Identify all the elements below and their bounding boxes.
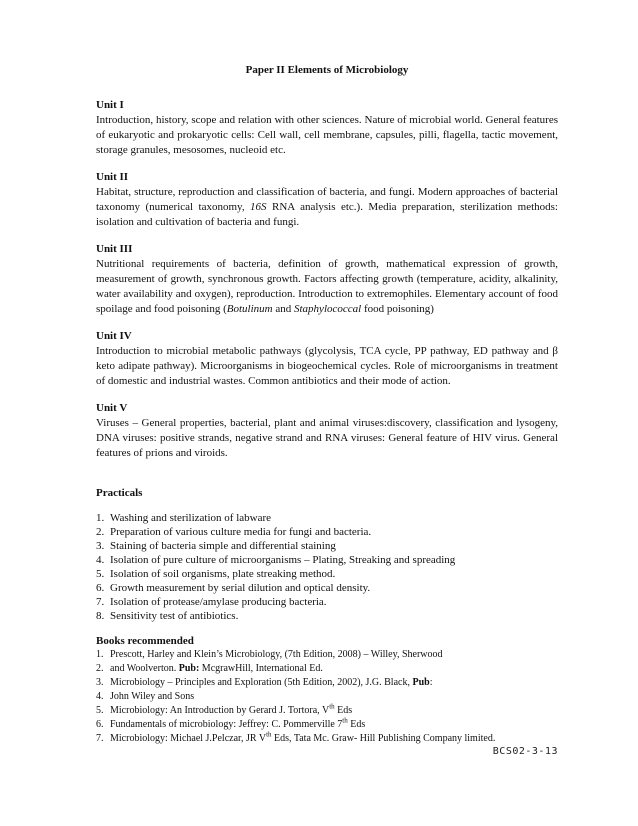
superscript: th xyxy=(266,730,272,739)
text-part: Fundamentals of microbiology: Jeffrey: C. Pommerville 7 xyxy=(110,719,343,730)
practical-text: Growth measurement by serial dilution and optical density. xyxy=(110,582,371,594)
unit-text xyxy=(96,257,558,317)
book-text xyxy=(110,662,323,676)
unit-text xyxy=(96,185,558,230)
list-item: 3. Staining of bacteria simple and differential staining xyxy=(96,540,336,552)
unit-1 xyxy=(96,98,558,158)
books-list xyxy=(96,648,558,746)
book-text: Prescott, Harley and Klein’s Microbiology, (7th Edition, 2008) – Willey, Sherwood xyxy=(110,649,443,660)
list-item: 2. and Woolverton. Pub: McgrawHill, International Ed. xyxy=(96,663,323,674)
text-part: : xyxy=(429,677,433,688)
superscript: th xyxy=(329,702,335,711)
unit-text: Introduction, history, scope and relation with other sciences. Nature of microbial world. General features of eukaryotic and prokaryotic cells: Cell wall, cell membrane, capsules, pilli, flagella, tactic movement, storage granules, mesosomes, nucleoid etc. xyxy=(96,114,558,156)
books-heading: Books recommended xyxy=(96,635,194,647)
practical-text: Staining of bacteria simple and differential staining xyxy=(110,540,336,552)
list-item: 4. Isolation of pure culture of microorganisms – Plating, Streaking and spreading xyxy=(96,554,456,566)
text-part: Habitat, structure, reproduction and classification of bacteria, and fungi. Modern approaches of bacterial taxonomy (numerical taxonomy, xyxy=(96,186,558,213)
list-item: 7. Microbiology: Michael J.Pelczar, JR Vth Eds, Tata Mc. Graw- Hill Publishing Company limited. xyxy=(96,730,496,744)
unit-text: Viruses – General properties, bacterial, plant and animal viruses:discovery, classification and lysogeny, DNA viruses: positive strands, negative strand and RNA viruses: General feature of HIV virus. General features of prions and viroids. xyxy=(96,417,558,459)
practical-text: Washing and sterilization of labware xyxy=(110,512,272,524)
italic-term: 16S xyxy=(250,201,267,213)
book-text xyxy=(110,704,352,718)
list-item: 1. Washing and sterilization of labware xyxy=(96,512,272,524)
text-part: and Woolverton. xyxy=(110,663,179,674)
unit-heading: Unit II xyxy=(96,171,129,183)
document-title: Paper II Elements of Microbiology xyxy=(245,64,409,76)
list-item: 8. Sensitivity test of antibiotics. xyxy=(96,610,239,622)
italic-term: Botulinum xyxy=(226,303,273,315)
book-text: John Wiley and Sons xyxy=(110,691,195,702)
document-page xyxy=(96,64,558,746)
text-part: Eds xyxy=(334,705,353,716)
practical-text: Isolation of protease/amylase producing bacteria. xyxy=(110,596,327,608)
practicals-heading: Practicals xyxy=(96,487,143,499)
list-item: 3. Microbiology – Principles and Exploration (5th Edition, 2002), J.G. Black, Pub: xyxy=(96,677,433,688)
practical-text: Sensitivity test of antibiotics. xyxy=(110,610,239,622)
text-part: food poisoning) xyxy=(361,303,434,315)
text-part: Nutritional requirements of bacteria, definition of growth, mathematical expression of growth, measurement of growth, synchronous growth. Factors affecting growth (temperature, acidity, alkalinity, water availability and oxygen), reproduction. Introduction to extremophiles. Elementary account of food spoilage and food poisoning ( xyxy=(96,258,558,315)
italic-term: Staphylococcal xyxy=(294,303,362,315)
bold-text: Pub xyxy=(412,677,430,688)
list-item: 4. John Wiley and Sons xyxy=(96,691,195,702)
unit-heading: Unit I xyxy=(96,99,124,111)
practical-text: Isolation of soil organisms, plate streaking method. xyxy=(110,568,336,580)
unit-heading: Unit V xyxy=(96,402,128,414)
bold-text: Pub: xyxy=(178,663,200,674)
book-text xyxy=(110,676,432,690)
text-part: RNA analysis etc.). Media preparation, sterilization methods: isolation and cultivation of bacteria and fungi. xyxy=(96,201,558,228)
unit-5 xyxy=(96,401,558,461)
book-text xyxy=(110,732,495,746)
text-part: McgrawHill, International Ed. xyxy=(199,663,323,674)
text-part: Microbiology: Michael J.Pelczar, JR V xyxy=(110,733,267,744)
list-item: 6. Fundamentals of microbiology: Jeffrey: C. Pommerville 7th Eds xyxy=(96,716,366,730)
unit-text: Introduction to microbial metabolic pathways (glycolysis, TCA cycle, PP pathway, ED pathway and β keto adipate pathway). Microorganisms in biogeochemical cycles. Role of microorganisms in treatment of domestic and industrial wastes. Common antibiotics and their mode of action. xyxy=(96,345,558,387)
list-item: 1. Prescott, Harley and Klein’s Microbiology, (7th Edition, 2008) – Willey, Sherwood xyxy=(96,649,443,660)
list-item: 5. Isolation of soil organisms, plate streaking method. xyxy=(96,568,336,580)
practicals-list xyxy=(96,511,558,623)
list-item: 6. Growth measurement by serial dilution and optical density. xyxy=(96,582,371,594)
book-text xyxy=(110,718,365,732)
list-item: 2. Preparation of various culture media for fungi and bacteria. xyxy=(96,526,372,538)
text-part: Eds, Tata Mc. Graw- Hill Publishing Company limited. xyxy=(271,733,496,744)
superscript: th xyxy=(342,716,348,725)
page-code: BCS02-3-13 xyxy=(492,746,558,757)
text-part: Microbiology – Principles and Exploration (5th Edition, 2002), J.G. Black, xyxy=(110,677,413,688)
practical-text: Isolation of pure culture of microorganisms – Plating, Streaking and spreading xyxy=(110,554,456,566)
text-part: Microbiology: An Introduction by Gerard J. Tortora, V xyxy=(110,705,330,716)
unit-2 xyxy=(96,170,558,230)
unit-heading: Unit IV xyxy=(96,330,132,342)
practical-text: Preparation of various culture media for fungi and bacteria. xyxy=(110,526,372,538)
list-item: 7. Isolation of protease/amylase producing bacteria. xyxy=(96,596,327,608)
text-part: Eds xyxy=(347,719,366,730)
list-item: 5. Microbiology: An Introduction by Gerard J. Tortora, Vth Eds xyxy=(96,702,353,716)
unit-3 xyxy=(96,242,558,317)
text-part: and xyxy=(272,303,294,315)
unit-heading: Unit III xyxy=(96,243,133,255)
unit-4 xyxy=(96,329,558,389)
